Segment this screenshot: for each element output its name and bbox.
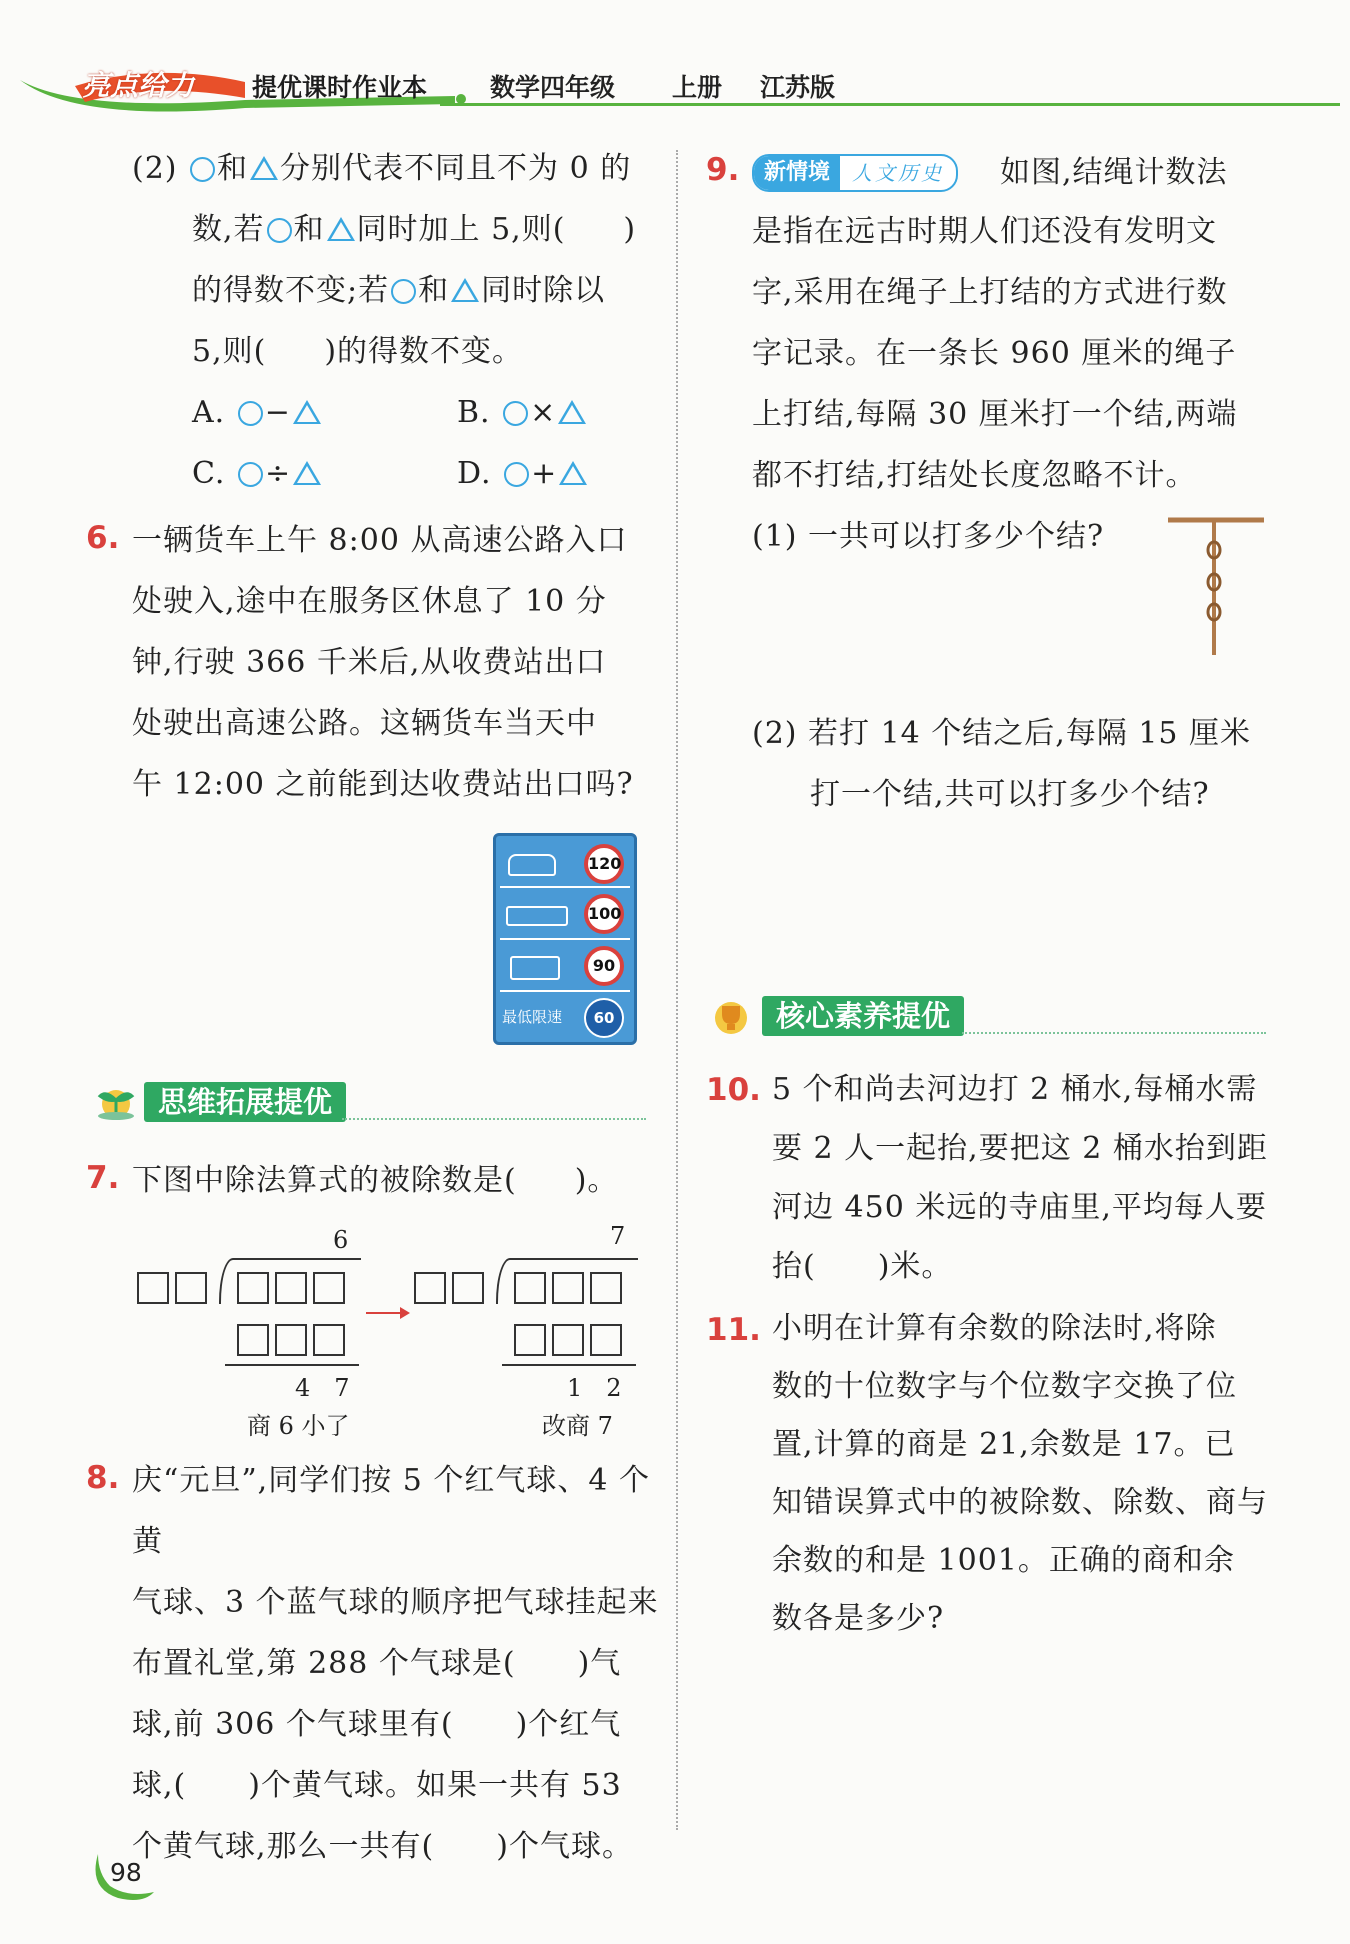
question-11-number: 11.: [706, 1312, 761, 1348]
question-8-text: [132, 1450, 662, 1877]
option-d[interactable]: D. +: [457, 443, 589, 504]
triangle-icon: [451, 278, 479, 302]
digit-box: [514, 1324, 546, 1356]
text: 和: [217, 151, 249, 186]
triangle-icon: [559, 461, 587, 485]
text-line: 上打结,每隔 30 厘米打一个结,两端: [752, 397, 1238, 432]
text: 同时加上 5,则(: [356, 212, 566, 247]
text: 和: [293, 212, 325, 247]
text-line: 处驶入,途中在服务区休息了 10 分: [132, 584, 607, 619]
tag-main: 新情境: [754, 156, 840, 190]
remainder: 4 7: [295, 1374, 350, 1402]
text-line: 数各是多少?: [772, 1601, 945, 1636]
bus-icon: [506, 906, 568, 926]
text-line: 字,采用在绳子上打结的方式进行数: [752, 275, 1228, 310]
section-rule: [962, 1032, 1266, 1034]
digit-box: [552, 1324, 584, 1356]
text-line: 庆“元旦”,同学们按 5 个红气球、4 个黄: [132, 1463, 650, 1559]
product-boxes: [237, 1324, 351, 1360]
sub-question-1: (1) 一共可以打多少个结?: [752, 519, 1105, 554]
sign-row-minimum: [500, 994, 630, 1040]
question-6-text: [132, 510, 662, 815]
section-rule: [342, 1118, 646, 1120]
question-6-number: 6.: [86, 520, 120, 556]
quotient: 7: [610, 1222, 626, 1250]
text-line: 布置礼堂,第 288 个气球是( )气: [132, 1646, 622, 1681]
question-7-number: 7.: [86, 1160, 120, 1196]
text-line: 小明在计算有余数的除法时,将除: [772, 1311, 1217, 1346]
header-rule: [440, 103, 1340, 106]
digit-box: [514, 1272, 546, 1304]
truck-icon: [510, 956, 560, 980]
text: )的得数不变。: [324, 334, 524, 369]
triangle-icon: [250, 156, 278, 180]
question-5-part-2: [132, 138, 652, 504]
digit-box: [275, 1272, 307, 1304]
text: 数,若: [192, 212, 265, 247]
text-line: 一辆货车上午 8:00 从高速公路入口: [132, 523, 628, 558]
circle-icon: [238, 401, 263, 426]
column-divider: [676, 150, 678, 1830]
text-line: 置,计算的商是 21,余数是 17。已: [772, 1427, 1236, 1462]
text-line: 5 个和尚去河边打 2 桶水,每桶水需: [772, 1072, 1258, 1107]
text-line: 余数的和是 1001。正确的商和余: [772, 1543, 1235, 1578]
text: 分别代表不同且不为 0 的: [280, 151, 632, 186]
circle-icon: [190, 157, 215, 182]
digit-box: [313, 1272, 345, 1304]
text: 和: [418, 273, 450, 308]
digit-box: [175, 1272, 207, 1304]
car-icon: [508, 854, 556, 876]
divisor-boxes: [137, 1272, 213, 1308]
option-a[interactable]: A. −: [192, 382, 323, 443]
text: ): [623, 212, 637, 247]
arrow-icon: [366, 1306, 412, 1320]
page-header: [0, 40, 1350, 130]
header-edition: 江苏版: [760, 73, 836, 102]
triangle-icon: [293, 461, 321, 485]
speed-limit-100: 100: [584, 894, 624, 934]
speed-limit-sign: [493, 833, 637, 1045]
caption: 商 6 小了: [247, 1412, 350, 1440]
text: )。: [574, 1163, 619, 1198]
digit-box: [313, 1324, 345, 1356]
divisor-boxes: [414, 1272, 490, 1308]
sign-row-car: [500, 840, 630, 888]
digit-box: [590, 1272, 622, 1304]
minimum-speed-60: 60: [584, 998, 624, 1038]
digit-box: [137, 1272, 169, 1304]
text-line: 打一个结,共可以打多少个结?: [810, 777, 1210, 812]
trophy-icon: [706, 996, 756, 1036]
text-line: 球,( )个黄气球。如果一共有 53: [132, 1768, 622, 1803]
part-label: (2): [132, 151, 178, 186]
header-subject: 数学四年级: [490, 73, 616, 102]
digit-box: [414, 1272, 446, 1304]
digit-box: [237, 1272, 269, 1304]
text-line: 气球、3 个蓝气球的顺序把气球挂起来: [132, 1585, 659, 1620]
digit-box: [237, 1324, 269, 1356]
division-diagram-right: [412, 1220, 642, 1440]
text-line: 钟,行驶 366 千米后,从收费站出口: [132, 645, 607, 680]
section-core: [706, 996, 1266, 1036]
text-line: 抬( )米。: [772, 1249, 953, 1284]
text-line: 知错误算式中的被除数、除数、商与: [772, 1485, 1268, 1520]
circle-icon: [267, 218, 292, 243]
speed-limit-90: 90: [584, 946, 624, 986]
text-line: 午 12:00 之前能到达收费站出口吗?: [132, 767, 634, 802]
division-diagram-left: [135, 1220, 365, 1440]
text-line: 字记录。在一条长 960 厘米的绳子: [752, 336, 1237, 371]
page-number: 98: [110, 1858, 142, 1887]
digit-box: [552, 1272, 584, 1304]
question-7-text: [132, 1150, 662, 1211]
question-10-number: 10.: [706, 1072, 761, 1108]
speed-limit-120: 120: [584, 844, 624, 884]
sign-row-bus: [500, 890, 630, 940]
circle-icon: [238, 462, 263, 487]
text: 5,则(: [192, 334, 267, 369]
text-line: 都不打结,打结处长度忽略不计。: [752, 458, 1197, 493]
remainder: 1 2: [567, 1374, 622, 1402]
circle-icon: [504, 462, 529, 487]
question-8-number: 8.: [86, 1460, 120, 1496]
text-line: 是指在远古时期人们还没有发明文: [752, 214, 1217, 249]
text: 下图中除法算式的被除数是(: [132, 1163, 517, 1198]
dividend-boxes: [514, 1272, 628, 1308]
text-line: 处驶出高速公路。这辆货车当天中: [132, 706, 597, 741]
text: 同时除以: [481, 273, 606, 308]
section-thinking: [92, 1082, 648, 1122]
question-9-part-2: [752, 703, 1272, 825]
circle-icon: [503, 401, 528, 426]
text-line: 河边 450 米远的寺庙里,平均每人要: [772, 1190, 1267, 1225]
digit-box: [590, 1324, 622, 1356]
circle-icon: [391, 279, 416, 304]
dividend-boxes: [237, 1272, 351, 1308]
subtraction-line: [502, 1364, 636, 1366]
quotient: 6: [333, 1226, 349, 1254]
option-b[interactable]: B. ×: [457, 382, 588, 443]
sprout-icon: [92, 1082, 140, 1122]
question-10-text: [772, 1060, 1272, 1296]
tag-sub: 人文历史: [852, 161, 945, 185]
question-9-first-line: 如图,结绳计数法: [1000, 155, 1228, 190]
text-line: 个黄气球,那么一共有( )个气球。: [132, 1829, 633, 1864]
knotted-rope-icon: [1168, 510, 1264, 660]
text-line: 数的十位数字与个位数字交换了位: [772, 1369, 1237, 1404]
text: 的得数不变;若: [192, 273, 390, 308]
question-9-number: 9.: [706, 152, 740, 188]
section-title: 核心素养提优: [762, 996, 964, 1036]
sign-row-truck: [500, 942, 630, 992]
triangle-icon: [327, 217, 355, 241]
header-volume: 上册: [672, 73, 723, 102]
triangle-icon: [558, 400, 586, 424]
triangle-icon: [293, 400, 321, 424]
question-11-text: [772, 1300, 1272, 1648]
minimum-speed-label: 最低限速: [502, 1008, 563, 1026]
series-name: 提优课时作业本: [252, 73, 428, 102]
digit-box: [452, 1272, 484, 1304]
brand-title: 亮点给力: [82, 69, 195, 102]
option-c[interactable]: C. ÷: [192, 443, 323, 504]
digit-box: [275, 1324, 307, 1356]
text-line: 球,前 306 个气球里有( )个红气: [132, 1707, 622, 1742]
caption: 改商 7: [542, 1412, 613, 1440]
section-title: 思维拓展提优: [144, 1082, 346, 1122]
new-context-tag: [752, 154, 958, 192]
text-line: 要 2 人一起抬,要把这 2 桶水抬到距: [772, 1131, 1268, 1166]
text-line: (2) 若打 14 个结之后,每隔 15 厘米: [752, 716, 1252, 751]
product-boxes: [514, 1324, 628, 1360]
subtraction-line: [225, 1364, 359, 1366]
